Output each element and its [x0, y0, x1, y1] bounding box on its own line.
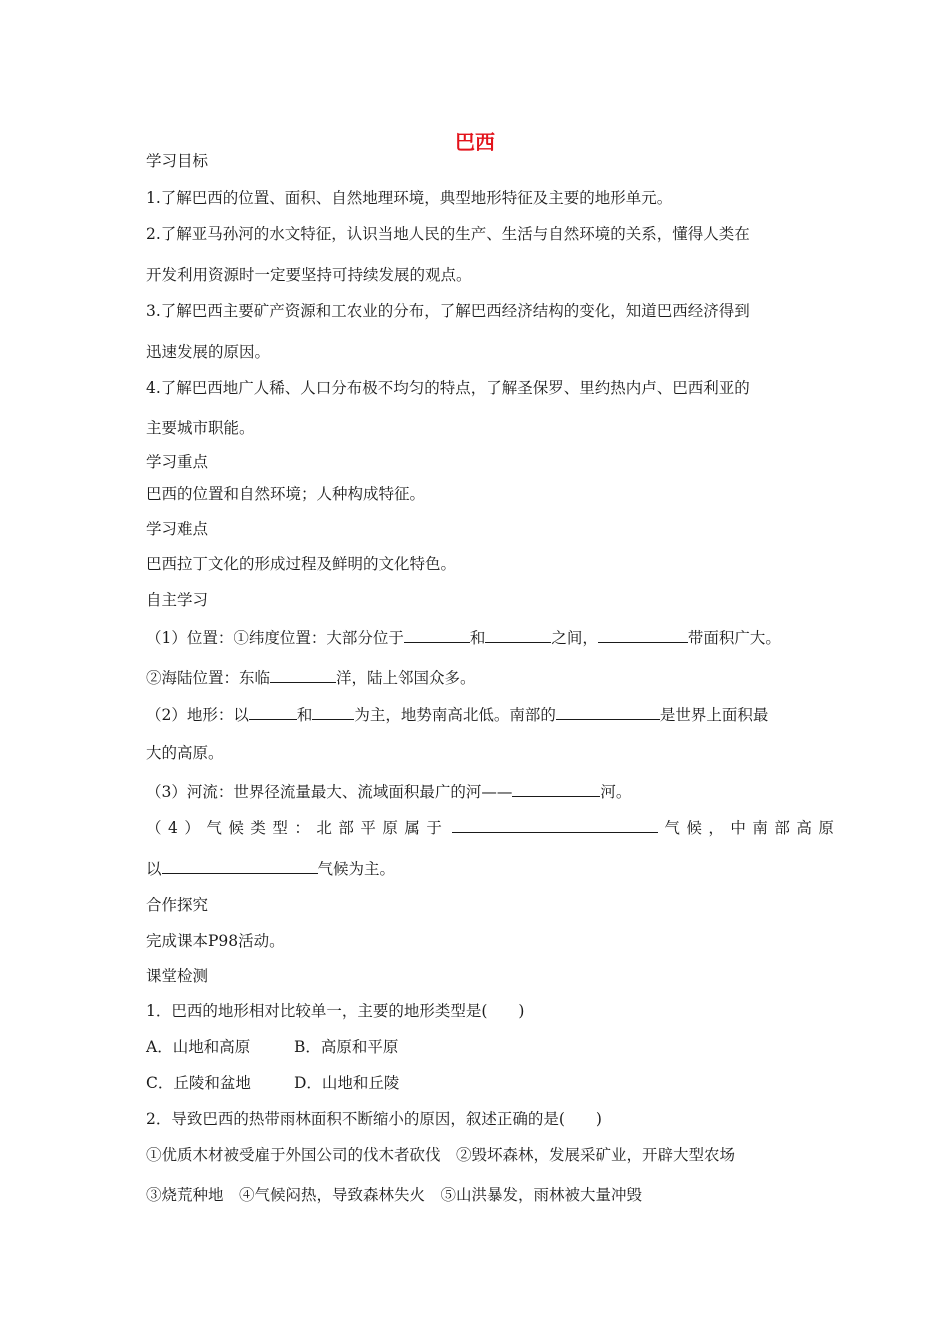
question-climate-cont: 以 气候为主。 [146, 860, 396, 878]
objective-2a: 2.了解亚马孙河的水文特征，认识当地人民的生产、生活与自然环境的关系，懂得人类在 [146, 225, 750, 243]
option-c[interactable]: C．丘陵和盆地 [146, 1074, 251, 1092]
question-climate: （4）气候类型：北部平原属于 气候，中南部高原 [146, 819, 841, 837]
objective-3b: 迅速发展的原因。 [146, 343, 271, 361]
quiz-q2-line2: ③烧荒种地 ④气候闷热，导致森林失火 ⑤山洪暴发，雨林被大量冲毁 [146, 1186, 643, 1204]
quiz-q2-line1: ①优质木材被受雇于外国公司的伐木者砍伐 ②毁坏森林，发展采矿业，开辟大型农场 [146, 1146, 736, 1164]
answer-blank[interactable] [270, 667, 336, 683]
difficulties-heading: 学习难点 [146, 520, 209, 538]
answer-blank[interactable] [249, 704, 297, 720]
objective-4a: 4.了解巴西地广人稀、人口分布极不均匀的特点，了解圣保罗、里约热内卢、巴西利亚的 [146, 379, 750, 397]
answer-blank[interactable] [598, 627, 688, 643]
quiz-question-2: 2．导致巴西的热带雨林面积不断缩小的原因，叙述正确的是( ) [146, 1110, 602, 1128]
keypoints-text: 巴西的位置和自然环境；人种构成特征。 [146, 485, 426, 503]
keypoints-heading: 学习重点 [146, 453, 209, 471]
answer-blank[interactable] [162, 858, 318, 874]
answer-blank[interactable] [452, 817, 658, 833]
objective-2b: 开发利用资源时一定要坚持可持续发展的观点。 [146, 266, 472, 284]
quiz-q1-options-row1 [146, 1037, 398, 1057]
question-river: （3）河流：世界径流量最大、流域面积最广的河—— 河。 [146, 783, 632, 801]
question-position: （1）位置：①纬度位置：大部分位于 和 之间， 带面积广大。 [146, 629, 781, 647]
answer-blank[interactable] [556, 704, 660, 720]
cooperation-text: 完成课本P98活动。 [146, 932, 285, 950]
question-sea-position: ②海陆位置：东临 洋，陆上邻国众多。 [146, 669, 476, 687]
question-terrain-cont: 大的高原。 [146, 744, 224, 762]
page-title: 巴西 [455, 130, 495, 154]
option-d[interactable]: D．山地和丘陵 [294, 1074, 400, 1092]
answer-blank[interactable] [404, 627, 470, 643]
quiz-question-1: 1．巴西的地形相对比较单一，主要的地形类型是( ) [146, 1002, 525, 1020]
objective-3a: 3.了解巴西主要矿产资源和工农业的分布，了解巴西经济结构的变化，知道巴西经济得到 [146, 302, 750, 320]
selfstudy-heading: 自主学习 [146, 591, 209, 609]
quiz-heading: 课堂检测 [146, 967, 209, 985]
answer-blank[interactable] [485, 627, 551, 643]
cooperation-heading: 合作探究 [146, 896, 209, 914]
objectives-heading: 学习目标 [146, 152, 209, 170]
objective-4b: 主要城市职能。 [146, 419, 255, 437]
objective-1: 1.了解巴西的位置、面积、自然地理环境，典型地形特征及主要的地形单元。 [146, 189, 673, 207]
quiz-q1-options-row2 [146, 1073, 399, 1093]
question-terrain: （2）地形：以 和 为主，地势南高北低。南部的 是世界上面积最 [146, 706, 769, 724]
option-a[interactable]: A．山地和高原 [146, 1038, 251, 1056]
answer-blank[interactable] [512, 781, 600, 797]
difficulties-text: 巴西拉丁文化的形成过程及鲜明的文化特色。 [146, 555, 457, 573]
option-b[interactable]: B．高原和平原 [294, 1038, 399, 1056]
answer-blank[interactable] [312, 704, 354, 720]
